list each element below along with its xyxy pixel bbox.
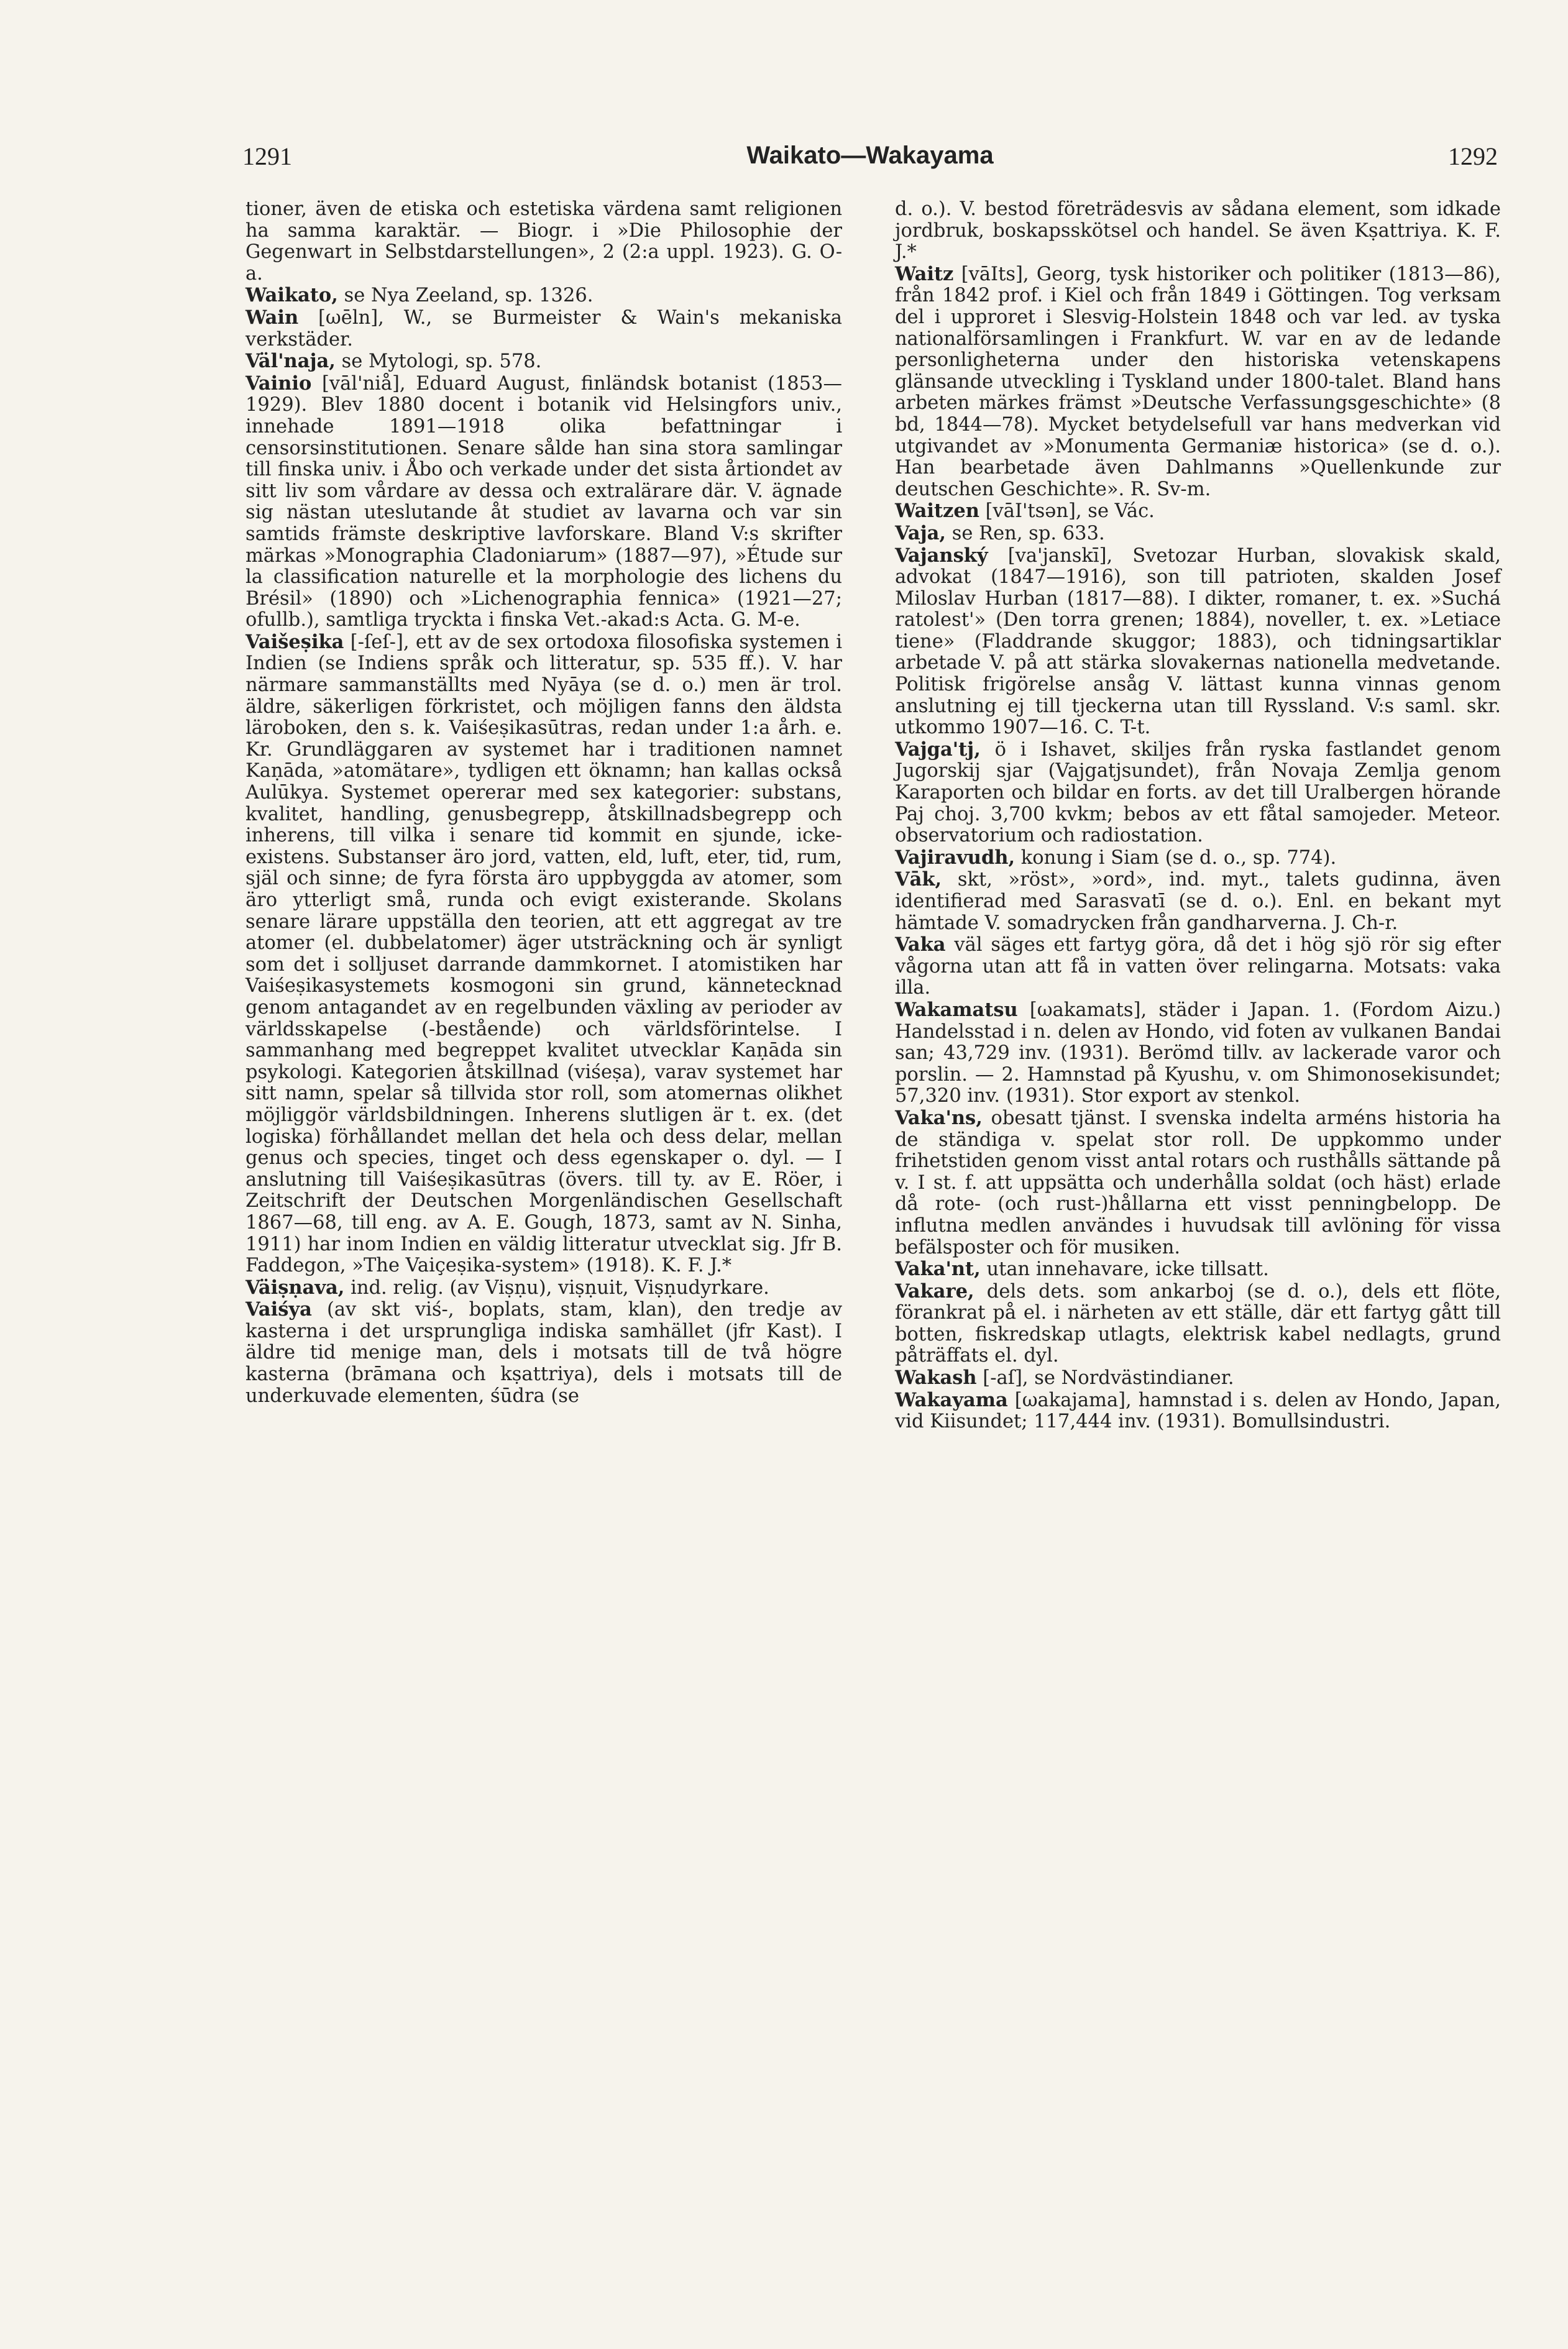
left-column bbox=[245, 199, 842, 1407]
entry bbox=[895, 869, 1501, 934]
entry bbox=[895, 934, 1501, 999]
entry bbox=[895, 1107, 1501, 1258]
running-title: Waikato—Wakayama bbox=[746, 142, 994, 169]
entry bbox=[895, 1281, 1501, 1367]
entry bbox=[245, 631, 842, 1277]
headword: Wakayama bbox=[895, 1388, 1008, 1411]
entry-text: väl säges ett fartyg göra, då det i hög sjö rör sig efter vågorna utan att få in vatten över relingarna. Motsats: vaka illa. bbox=[895, 934, 1501, 999]
entry-text: [ωakamats], städer i Japan. 1. (Fordom Aizu.) Handelsstad i n. delen av Hondo, vid foten av vulkanen Bandai san; 43,729 inv. (1931). Berömd tillv. av lackerade varor och porslin. — 2. Hamnstad på Kyushu, v. om Shimonosekisundet; 57,320 inv. (1931). Stor export av stenkol. bbox=[895, 999, 1501, 1107]
headword: Vaka'nt, bbox=[895, 1258, 981, 1281]
entry bbox=[895, 545, 1501, 739]
entry-text: [vāI'tsən], se Vác. bbox=[979, 500, 1155, 523]
headword: Väiṣṇava, bbox=[245, 1276, 345, 1299]
entry-text: se Ren, sp. 633. bbox=[946, 522, 1105, 544]
entry bbox=[245, 373, 842, 631]
headword: Vajiravudh, bbox=[895, 846, 1016, 869]
headword: Vakare, bbox=[895, 1280, 974, 1303]
entry-text: (av skt viś-, boplats, stam, klan), den tredje av kasterna i det ursprungliga indiska samhället (jfr Kast). I äldre tid menige man, dels i motsats till de två högre kasterna (brāmana och kṣattriya), dels i motsats till de underkuvade elementen, śūdra (se bbox=[245, 1299, 842, 1407]
headword: Waitzen bbox=[895, 500, 979, 523]
entry-text: konung i Siam (se d. o., sp. 774). bbox=[1015, 846, 1337, 869]
entry bbox=[245, 1277, 842, 1299]
entry-text: [ωakajama], hamnstad i s. delen av Hondo, Japan, vid Kiisundet; 117,444 inv. (1931). Bomullsindustri. bbox=[895, 1389, 1501, 1433]
entry-text: tioner, även de etiska och estetiska värdena samt religionen ha samma karaktär. — Biogr. i »Die Philosophie der Gegenwart in Selbstdarstellungen», 2 (2:a uppl. 1923). G. O-a. bbox=[245, 198, 842, 285]
entry bbox=[895, 263, 1501, 501]
entry-text: ind. relig. (av Viṣṇu), viṣṇuit, Viṣṇudyrkare. bbox=[344, 1276, 769, 1299]
entry-text: skt, »röst», »ord», ind. myt., talets gudinna, även identifierad med Sarasvatī (se d. o.). Enl. en bekant myt hämtade V. somadrycken från gandharverna. J. Ch-r. bbox=[895, 869, 1501, 934]
entry bbox=[245, 285, 842, 307]
entry bbox=[895, 999, 1501, 1107]
headword: Vajga'tj, bbox=[895, 738, 981, 761]
headword: Vāk, bbox=[895, 868, 942, 891]
entry-text: obesatt tjänst. I svenska indelta arméns historia ha de ständiga v. spelat stor roll. De uppkommo under frihetstiden genom visst antal rotars och rusthålls sättande på v. I st. f. att uppsätta och underhålla soldat (och häst) erlade då rote- (och rust-)hållarna ett visst penningbelopp. De influtna medlen användes i huvudsak till avlöning för vissa befälsposter och för musiken. bbox=[895, 1107, 1501, 1258]
entry-text: se Nya Zeeland, sp. 1326. bbox=[337, 285, 594, 307]
entry bbox=[895, 1367, 1501, 1390]
entry-text: [vāl'niå], Eduard August, finländsk botanist (1853—1929). Blev 1880 docent i botanik vid Helsingfors univ., innehade 1891—1918 olika befattningar i censorsinstitutionen. Senare sålde han sina stora samlingar till finska univ. i Åbo och verkade under det sista årtiondet av sitt liv som vårdare av dessa och extralärare där. V. ägnade sig nästan uteslutande åt studiet av lavarna och var sin samtids främste deskriptive lavforskare. Bland V:s skrifter märkas »Monographia Cladoniarum» (1887—97), »Étude sur la classification naturelle et la morphologie des lichens du Brésil» (1890) och »Lichenographia fennica» (1921—27; ofullb.), samtliga tryckta i finska Vet.-akad:s Acta. G. M-e. bbox=[245, 372, 842, 631]
entry bbox=[245, 1299, 842, 1407]
headword: Wakamatsu bbox=[895, 998, 1018, 1021]
headword: Wain bbox=[245, 306, 299, 329]
entry bbox=[895, 1390, 1501, 1433]
entry-text: [vāIts], Georg, tysk historiker och politiker (1813—86), från 1842 prof. i Kiel och från 1849 i Göttingen. Tog verksam del i upproret i Slesvig-Holstein 1848 och var led. av tyska nationalförsamlingen i Frankfurt. W. var en av de ledande personligheterna under den historiska vetenskapens glänsande utveckling i Tyskland under 1800-talet. Bland hans arbeten märkes främst »Deutsche Verfassungsgeschichte» (8 bd, 1844—78). Mycket betydelsefull var hans medverkan vid utgivandet av »Monumenta Germaniæ historica» (se d. o.). Han bearbetade även Dahlmanns »Quellenkunde zur deutschen Geschichte». R. Sv-m. bbox=[895, 263, 1501, 500]
entry bbox=[895, 523, 1501, 545]
entry-text: [-ſeſ-], ett av de sex ortodoxa filosofiska systemen i Indien (se Indiens språk och litteratur, sp. 535 ff.). V. har närmare sammanställts med Nyāya (se d. o.) men är trol. äldre, säkerligen förkristet, och möjligen fanns den äldsta läroboken, den s. k. Vaiśeṣikasūtras, redan under 1:a årh. e. Kr. Grundläggaren av systemet har i traditionen namnet Kaṇāda, »atomätare», tydligen ett öknamn; han kallas också Aulūkya. Systemet opererar med sex kategorier: substans, kvalitet, handling, genusbegrepp, åtskillnadsbegrepp och inherens, till vilka i senare tid kommit en sjunde, icke-existens. Substanser äro jord, vatten, eld, luft, eter, tid, rum, själ och sinne; de fyra första äro uppbyggda av atomer, som äro ytterligt små, runda och evigt existerande. Skolans senare lärare uppställa den teorien, att ett aggregat av tre atomer (el. dubbelatomer) äger utsträckning och är synligt som det i solljuset darrande dammkornet. I atomistiken har Vaiśeṣikasystemets kosmogoni sin grund, kännetecknad genom antagandet av en regelbunden växling av perioder av världsskapelse (-bestående) och världsförintelse. I sammanhang med begreppet kvalitet utvecklar Kaṇāda sin psykologi. Kategorien åtskillnad (viśeṣa), varav systemet har sitt namn, spelar så tillvida stor roll, som atomernas olikhet möjliggör världsbildningen. Inherens slutligen är t. ex. (det logiska) förhållandet mellan det hela och dess delar, mellan genus och species, tinget och dess egenskaper o. dyl. — I anslutning till Vaiśeṣikasūtras (övers. till ty. av E. Röer, i Zeitschrift der Deutschen Morgenländischen Gesellschaft 1867—68, till eng. av A. E. Gough, 1873, samt av N. Sinha, 1911) har inom Indien en väldig litteratur utvecklat sig. Jfr B. Faddegon, »The Vaiçeṣika-system» (1918). K. F. J.* bbox=[245, 631, 842, 1277]
entry bbox=[245, 199, 842, 285]
entry bbox=[895, 199, 1501, 263]
entry bbox=[245, 307, 842, 350]
entry-text: se Mytologi, sp. 578. bbox=[335, 350, 542, 373]
page-header bbox=[242, 142, 1498, 185]
headword: Vaiśya bbox=[245, 1298, 312, 1321]
headword: Vaišeṣika bbox=[245, 630, 344, 653]
headword: Wakash bbox=[895, 1367, 977, 1390]
headword: Vaja, bbox=[895, 521, 947, 544]
entry-text: dels dets. som ankarboj (se d. o.), dels ett flöte, förankrat på el. i närheten av ett ställe, där ett fartyg gått till botten, fiskredskap utlagts, elektrisk kabel nedlagts, grund påträffats el. dyl. bbox=[895, 1280, 1501, 1367]
page-number-left: 1291 bbox=[242, 142, 292, 170]
entry-text: utan innehavare, icke tillsatt. bbox=[980, 1258, 1269, 1281]
entry bbox=[895, 739, 1501, 847]
right-column bbox=[895, 199, 1501, 1433]
headword: Vainio bbox=[245, 372, 312, 395]
headword: Vaka bbox=[895, 933, 946, 956]
page-number-right: 1292 bbox=[1448, 142, 1498, 170]
headword: Waikato, bbox=[245, 284, 338, 307]
entry-text: [va'janskī], Svetozar Hurban, slovakisk skald, advokat (1847—1916), son till patrioten, skalden Josef Miloslav Hurban (1817—88). I dikter, romaner, t. ex. »Suchá ratolest'» (Den torra grenen; 1884), noveller, t. ex. »Letiace tiene» (Fladdrande skuggor; 1883), och tidningsartiklar arbetade V. på att stärka slovakernas nationella medvetande. Politisk frigörelse ansåg V. lättast kunna vinnas genom anslutning ej till tjeckerna utan till Ryssland. V:s saml. skr. utkommo 1907—16. C. T-t. bbox=[895, 544, 1501, 739]
entry-text: d. o.). V. bestod företrädesvis av sådana element, som idkade jordbruk, boskapsskötsel och handel. Se även Kṣattriya. K. F. J.* bbox=[895, 198, 1501, 263]
entry-text: ö i Ishavet, skiljes från ryska fastlandet genom Jugorskij sjar (Vajgatjsundet), från Novaja Zemlja genom Karaporten och bildar en forts. av det till Uralbergen hörande Paj choj. 3,700 kvkm; bebos av ett fåtal samojeder. Meteor. observatorium och radiostation. bbox=[895, 738, 1501, 847]
entry bbox=[895, 1258, 1501, 1281]
headword: Vajanský bbox=[895, 544, 988, 567]
entry-text: [-aſ], se Nordvästindianer. bbox=[976, 1367, 1234, 1390]
headword: Väl'naja, bbox=[245, 350, 336, 373]
entry bbox=[895, 500, 1501, 523]
headword: Vaka'ns, bbox=[895, 1106, 983, 1129]
entry bbox=[895, 847, 1501, 869]
entry-text: [ωēln], W., se Burmeister & Wain's mekaniska verkstäder. bbox=[245, 306, 842, 350]
entry bbox=[245, 350, 842, 373]
headword: Waitz bbox=[895, 262, 954, 285]
